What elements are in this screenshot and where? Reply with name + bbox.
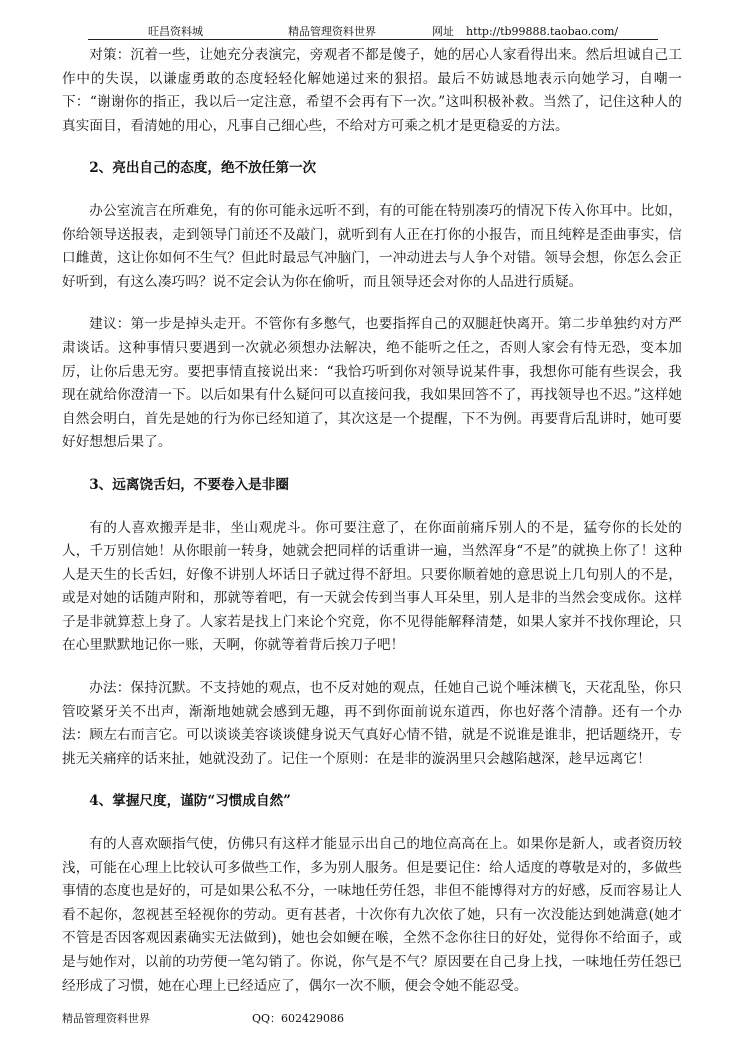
paragraph: 有的人喜欢颐指气使，仿佛只有这样才能显示出自己的地位高高在上。如果你是新人，或者资历较浅，可能在心理上比较认可多做些工作，多为别人服务。但是要记住：给人适度的尊敬是对的，多做些事情的态度也是好的，可是如果公私不分，一味地任劳任怨，非但不能博得对方的好感，反而容易让人看不起你，忽视甚至轻视你的劳动。更有甚者，十次你有九次依了她，只有一次没能达到她满意(她才不管是否因客观因素确实无法做到)，她也会如鲠在喉，全然不念你往日的好处，觉得你不给面子，或是与她作对，以前的功劳便一笔勾销了。你说，你气是不气？原因要在自己身上找，一味地任劳任怨已经形成了习惯，她在心理上已经适应了，偶尔一次不顺，便会令她不能忍受。 bbox=[62, 836, 682, 994]
footer-left: 精品管理资料世界 bbox=[62, 1012, 150, 1025]
paragraph: 有的人喜欢搬弄是非，坐山观虎斗。你可要注意了，在你面前痛斥别人的不是，猛夸你的长处的人，千万别信她！从你眼前一转身，她就会把同样的话重讲一遍，当然浑身“不是”的就换上你了！这种人是天生的长舌妇，好像不讲别人坏话日子就过得不舒坦。只要你顺着她的意思说上几句别人的不是，或是对她的话随声附和，那就等着吧，有一天就会传到当事人耳朵里，别人是非的当然会变成你。这样子是非就算惹上身了。人家若是找上门来论个究竟，你不见得能解释清楚，如果人家并不找你理论，只在心里默默地记你一账，天啊，你就等着背后挨刀子吧！ bbox=[62, 519, 682, 654]
header-center: 精品管理资料世界 bbox=[288, 25, 376, 38]
page-header bbox=[88, 25, 658, 40]
paragraph: 对策：沉着一些，让她充分表演完，旁观者不都是傻子，她的居心人家看得出来。然后坦诚自己工作中的失误，以谦虚勇敢的态度轻轻化解她递过来的狠招。最后不妨诚恳地表示向她学习，自嘲一下：“谢谢你的指正，我以后一定注意，希望不会再有下一次。”这叫积极补救。当然了，记住这种人的真实面目，看清她的用心，凡事自己细心些，不给对方可乘之机才是更稳妥的方法。 bbox=[62, 47, 682, 134]
paragraph: 办法：保持沉默。不支持她的观点，也不反对她的观点，任她自己说个唾沫横飞，天花乱坠，你只管咬紧牙关不出声，渐渐地她就会感到无趣，再不到你面前说东道西，你也好落个清静。还有一个办法：顾左右而言它。可以谈谈美容谈谈健身说天气真好心情不错，就是不说谁是谁非，把话题绕开，专挑无关痛痒的话来扯，她就没劲了。记住一个原则：在是非的漩涡里只会越陷越深，趁早远离它！ bbox=[62, 680, 682, 767]
paragraph: 建议：第一步是掉头走开。不管你有多憋气，也要指挥自己的双腿赶快离开。第二步单独约对方严肃谈话。这种事情只要遇到一次就必须想办法解决，绝不能听之任之，否则人家会有恃无恐，变本加厉，让你后患无穷。要把事情直接说出来：“我恰巧听到你对领导说某件事，我想你可能有些误会，我现在就给你澄清一下。以后如果有什么疑问可以直接问我，我如果回答不了，再找领导也不迟。”这样她自然会明白，首先是她的行为你已经知道了，其次这是一个提醒，下不为例。再要背后乱讲时，她可要好好想想后果了。 bbox=[62, 316, 682, 451]
document-body bbox=[62, 44, 682, 998]
header-url[interactable]: http://tb99888.taobao.com/ bbox=[466, 25, 619, 38]
paragraph: 办公室流言在所难免，有的你可能永远听不到，有的可能在特别凑巧的情况下传入你耳中。比如，你给领导送报表，走到领导门前还不及敲门，就听到有人正在打你的小报告，而且纯粹是歪曲事实，信口雌黄，这让你如何不生气？但此时最忌气冲脑门，一冲动进去与人争个对错。领导会想，你怎么会正好听到，有这么凑巧吗？说不定会认为你在偷听，而且领导还会对你的人品进行质疑。 bbox=[62, 202, 682, 290]
header-url-label: 网址 bbox=[432, 25, 454, 38]
section-heading: 2、亮出自己的态度，绝不放任第一次 bbox=[89, 160, 317, 177]
section-heading: 3、远离饶舌妇，不要卷入是非圈 bbox=[89, 476, 289, 493]
footer-qq: QQ：602429086 bbox=[252, 1012, 345, 1025]
header-left: 旺昌资料城 bbox=[148, 25, 203, 38]
section-heading: 4、掌握尺度，谨防“习惯成自然” bbox=[89, 793, 292, 810]
